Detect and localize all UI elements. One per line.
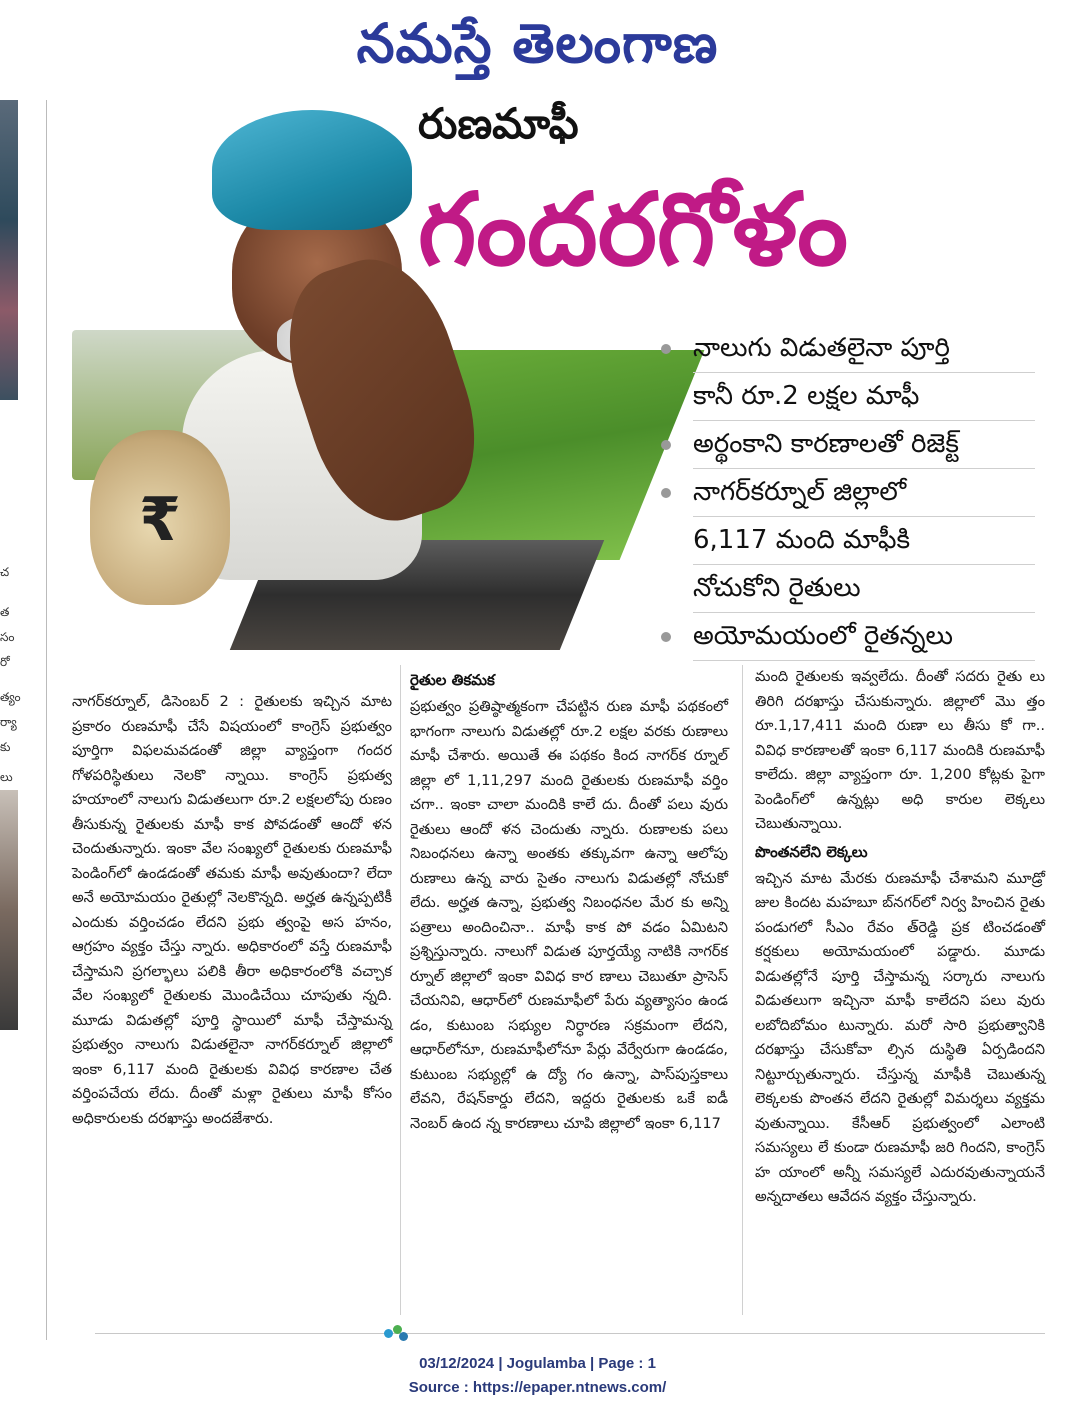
left-fragment: ర్యా — [0, 715, 17, 729]
bullet-dot-icon — [661, 632, 671, 642]
bullet-line: అర్థంకాని కారణాలతో రిజెక్ట్ — [693, 421, 1035, 469]
page-bottom-rule — [95, 1333, 1045, 1334]
left-fragment: సం — [0, 630, 15, 644]
column-text: మంది రైతులకు ఇవ్వలేదు. దీంతో సదరు రైతు లు తిరిగి దరఖాస్తు చేసుకున్నారు. జిల్లాలో మొ త్తం రూ.1,17,411 మంది రుణా లు తీసు కో గా.. వివిధ కారణాలతో ఇంకా 6,117 మందికి రుణమాఫీ కాలేదు. జిల్లా వ్యాప్తంగా రూ. 1,200 కోట్లకు పైగా పెండింగ్‌లో ఉన్నట్లు అధి కారుల లెక్కలు చెబుతున్నాయి. — [755, 668, 1045, 832]
article-column-2 — [410, 665, 728, 1136]
bullet-dot-icon — [661, 344, 671, 354]
summary-bullets — [655, 325, 1035, 661]
left-fragment: త — [0, 605, 10, 619]
headline-kicker: రుణమాఫీ — [418, 99, 579, 148]
rupee-symbol: ₹ — [139, 485, 181, 555]
column-subhead: పొంతనలేని లెక్కలు — [755, 842, 868, 861]
bullet-item — [655, 421, 1035, 469]
bullet-line: నాలుగు విడుతలైనా పూర్తి — [693, 325, 1035, 373]
bullet-dot-icon — [661, 488, 671, 498]
column-divider — [46, 100, 47, 1340]
bullet-item — [655, 325, 1035, 421]
bullet-line: నోచుకోని రైతులు — [693, 565, 1035, 613]
article-column-1 — [72, 690, 392, 1131]
rupee-money-bag-icon — [90, 430, 230, 605]
bullet-item — [655, 469, 1035, 613]
bullet-dot-icon — [661, 440, 671, 450]
footer-date-edition: 03/12/2024 | Jogulamba | Page : 1 — [419, 1355, 656, 1372]
article-column-3 — [755, 665, 1045, 1210]
masthead-title: నమస్తే తెలంగాణ — [356, 11, 719, 75]
bullet-line: అయోమయంలో రైతన్నలు — [693, 613, 1035, 661]
bullet-line: కానీ రూ.2 లక్షల మాఫీ — [693, 373, 1035, 421]
column-text: నాగర్‌కర్నూల్, డిసెంబర్ 2 : రైతులకు ఇచ్చిన మాట ప్రకారం రుణమాఫీ చేసే విషయంలో కాంగ్రెస్ ప్రభుత్వం పూర్తిగా విఫలమవడంతో జిల్లా వ్యాప్తంగా గందర గోళపరిస్థితులు నెలకొ న్నాయి. కాంగ్రెస్ ప్రభుత్వ హయాంలో నాలుగు విడుతలుగా రూ.2 లక్షలలోపు రుణం తీసుకున్న రైతులకు మాఫీ కాక పోవడంతో ఆందో ళన చెందుతున్నారు. ఇంకా వేల సంఖ్యలో రైతులకు రుణమాఫీ పెండింగ్‌లో ఉండడంతో తమకు మాఫీ అవుతుందా? లేదా అనే అయోమయం రైతుల్లో నెలకొన్నది. అర్హత ఉన్నప్పటికీ ఎందుకు వర్తించడం లేదని ప్రభు త్వంపై అస హనం, ఆగ్రహం వ్యక్తం చేస్తు న్నారు. అధికారంలో వస్తే రుణమాఫీ చేస్తామని ప్రగల్భాలు పలికి తీరా అధికారంలోకి వచ్చాక వేల సంఖ్యలో రైతులకు మొండిచేయి చూపుతు న్నది. మూడు విడుతల్లో పూర్తి స్థాయిలో మాఫీ చేస్తామన్న ప్రభుత్వం నాలుగు విడుతలైనా నాగర్‌కర్నూల్ జిల్లాలో ఇంకా 6,117 మంది రైతులకు వివిధ కారణాల చేత వర్తింపచేయ లేదు. దీంతో మళ్లా రైతులు మాఫీ కోసం అధికారులకు దరఖాస్తు అందజేశారు. — [72, 693, 392, 1127]
column-text: ఇచ్చిన మాట మేరకు రుణమాఫీ చేశామని మూడ్రో జుల కిందట మహబూ బ్‌నగర్‌లో నిర్వ హించిన రైతు పండుగలో సీఎం రేవం త్‌రెడ్డి ప్రక టించడంతో కర్షకులు అయోమయంలో పడ్డారు. మూడు విడుతల్లోనే పూర్తి చేస్తామన్న సర్కారు నాలుగు విడుతలుగా ఇచ్చినా మాఫీ కాలేదని పలు వురు లబోదిబోమం టున్నారు. మరో సారి ప్రభుత్వానికి దరఖాస్తు చేసుకోవా ల్సిన దుస్థితి ఏర్పడిందని నిట్టూర్చుతున్నారు. చేస్తున్న మాఫీకి చెబుతున్న లెక్కలకు పొంతన లేదని రైతుల్లో విమర్శలు వ్యక్తమ వుతున్నాయి. కేసీఆర్ ప్రభుత్వంలో ఎలాంటి సమస్యలు లే కుండా రుణమాఫీ జరి గిందని, కాంగ్రెస్ హ యాంలో అన్నీ సమస్యలే ఎదురవుతున్నాయనే అన్నదాతలు ఆవేదన వ్యక్తం చేస్తున్నారు. — [755, 869, 1045, 1205]
left-fragment: చ — [0, 565, 10, 579]
column-subhead: రైతుల తికమక — [410, 671, 495, 689]
ornament-icon — [384, 1325, 410, 1341]
bullet-line: నాగర్‌కర్నూల్ జిల్లాలో — [693, 469, 1035, 517]
bullet-item — [655, 613, 1035, 661]
bullet-line: 6,117 మంది మాఫీకి — [693, 517, 1035, 565]
left-fragment: త్యం — [0, 690, 21, 704]
left-fragment: కు — [0, 740, 11, 754]
column-divider — [400, 665, 401, 1315]
headline: గందరగోళం — [418, 171, 848, 288]
adjacent-article-strip — [0, 100, 20, 1340]
column-divider — [742, 665, 743, 1315]
column-text: ప్రభుత్వం ప్రతిష్ఠాత్మకంగా చేపట్టిన రుణ మాఫీ పథకంలో భాగంగా నాలుగు విడుతల్లో రూ.2 లక్షల వరకు రుణాలు మాఫీ చేశారు. అయితే ఈ పథకం కింద నాగర్‌క ర్నూల్ జిల్లా లో 1,11,297 మంది రైతులకు రుణమాఫీ వర్తిం చగా.. ఇంకా చాలా మందికి కాలే దు. దీంతో పలు వురు రైతులు ఆందో ళన చెందుతు న్నారు. రుణాలకు పలు నిబంధనలు ఉన్నా అంతకు తక్కువగా ఉన్నా ఆలోపు రుణాలు ఉన్న వారు సైతం నాలుగు విడుతల్లో నోచుకో లేదు. అర్హత ఉన్నా, ప్రభుత్వ నిబంధనల మేర కు అన్ని పత్రాలు అందించినా.. మాఫీ కాక పో వడం ఏమిటని ప్రశ్నిస్తున్నారు. నాలుగో విడుత పూర్తయ్యే నాటికి నాగర్‌క ర్నూల్ జిల్లాలో ఇంకా వివిధ కార ణాలు చెబుతూ ప్రాసెస్ చేయనివి, ఆధార్‌లో రుణమాఫీలో పేరు వ్యత్యాసం ఉండ డం, కుటుంబ సభ్యుల నిర్ధారణ సక్రమంగా లేదని, ఆధార్‌లోనూ, రుణమాఫీలోనూ పేర్లు వేర్వేరుగా ఉండడం, కుటుంబ సభ్యుల్లో ఉ ద్యో గం ఉన్నా, పాస్‌పుస్తకాలు లేవని, రేషన్‌కార్డు లేదని, ఇద్దరు రైతులకు ఒకే ఐడీ నెంబర్ ఉంద న్న కారణాలు చూపి జిల్లాలో ఇంకా 6,117 — [410, 698, 728, 1132]
footer-source: Source : https://epaper.ntnews.com/ — [408, 1379, 667, 1396]
left-fragment: లు — [0, 770, 13, 784]
adjacent-photo-top — [0, 100, 18, 400]
farmer-turban — [212, 110, 412, 230]
adjacent-photo-bottom — [0, 790, 18, 1030]
left-fragment: రో — [0, 655, 10, 669]
